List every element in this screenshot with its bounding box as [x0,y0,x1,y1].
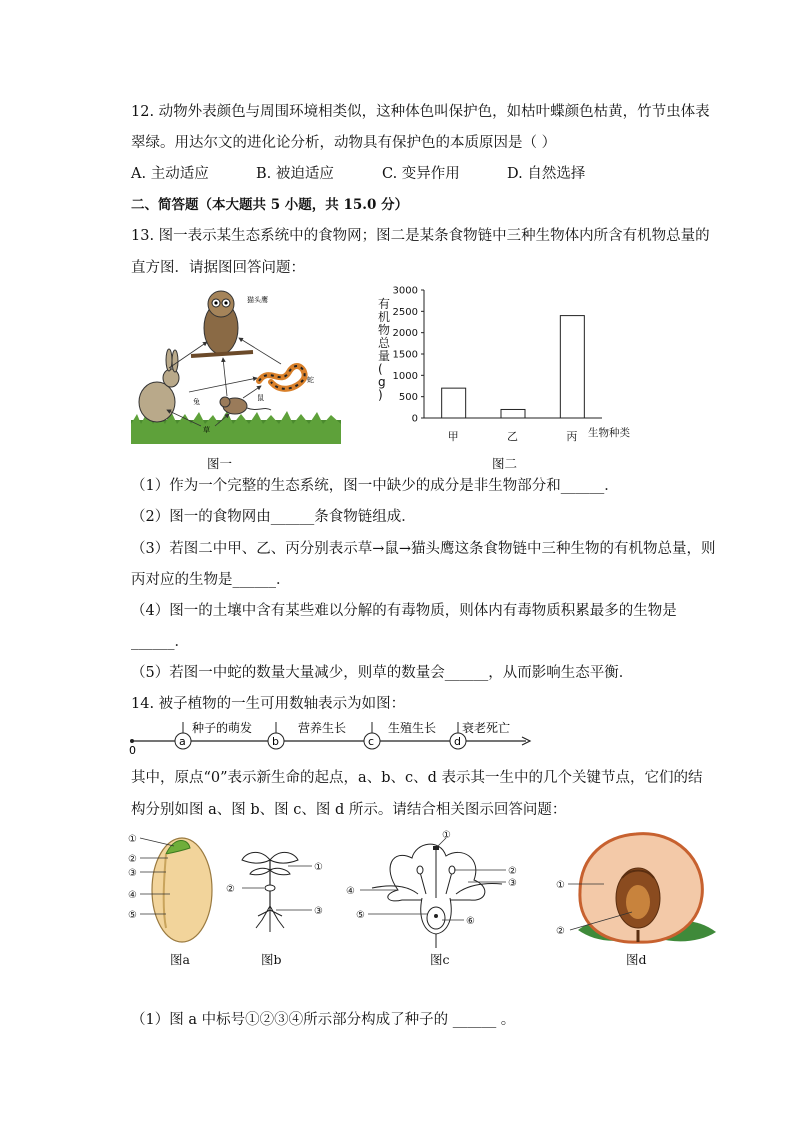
stage-1: 种子的萌发 [192,721,253,735]
y-tick-label-3000: 3000 [392,285,418,297]
q12-option-d: D. 自然选择 [507,166,586,182]
q13-sub3: （3）若图二中甲、乙、丙分别表示草→鼠→猫头鹰这条食物链中三种生物的有机物总量，则 [131,541,716,557]
bar-chart [372,282,638,448]
q14-line3: 构分别如图 a、图 b、图 c、图 d 所示。请结合相关图示回答问题： [131,802,567,818]
section-heading: 二、简答题（本大题共 5 小题，共 15.0 分） [131,197,409,213]
fig-d-peach [552,826,720,948]
fig-b-seedling [222,846,332,946]
node-d-label: d [454,735,461,748]
bar-甲 [442,388,466,418]
fig2-caption: 图二 [492,456,518,471]
fig-a-mark-1: ① [128,834,137,845]
rabbit-label: 兔 [193,398,200,406]
fig-a-mark-4: ④ [128,890,137,901]
fig-b-mark-1: ① [314,862,323,873]
y-axis-label-char-0: 有 [378,297,391,311]
fig-a-mark-2: ② [128,854,137,865]
y-tick-label-500: 500 [398,392,418,404]
fig-d-mark-2: ② [556,926,565,937]
x-tick-label-乙: 乙 [507,430,518,443]
q13-line1: 13. 图一表示某生态系统中的食物网；图二是某条食物链中三种生物体内所含有机物总量的 [131,228,710,244]
fig-c-mark-5: ⑤ [356,910,365,921]
y-tick-label-1000: 1000 [392,370,418,382]
bar-丙 [560,316,584,418]
q14-line1: 14. 被子植物的一生可用数轴表示为如图： [131,696,406,712]
y-axis-label-char-1: 机 [378,310,391,324]
q12-option-a: A. 主动适应 [131,166,209,182]
q12-option-b: B. 被迫适应 [256,166,334,182]
y-tick-label-2000: 2000 [392,328,418,340]
fig-b-mark-3: ③ [314,906,323,917]
q13-sub4b: ______． [131,634,189,650]
food-web-figure [131,286,341,444]
node-b-label: b [272,735,279,748]
y-axis-label-char-7: ) [378,388,383,402]
x-axis-label: 生物种类 [588,427,630,439]
bar-乙 [501,409,525,418]
stage-4: 衰老死亡 [462,721,511,735]
q13-sub2: （2）图一的食物网由______条食物链组成． [131,509,416,525]
axis-origin: 0 [129,744,136,756]
y-tick-label-1500: 1500 [392,349,418,361]
q13-sub4: （4）图一的土壤中含有某些难以分解的有毒物质，则体内有毒物质积累最多的生物是 [131,603,677,619]
fig-d-mark-1: ① [556,880,565,891]
bar-chart-svg [372,282,638,448]
q14-line2: 其中，原点“0”表示新生命的起点，a、b、c、d 表示其一生中的几个关键节点，它们的结 [131,770,703,786]
stage-3: 生殖生长 [388,721,437,735]
mouse-label: 鼠 [257,394,264,402]
y-axis-label-char-3: 总 [378,336,391,350]
fig-c-flower [342,828,528,948]
fig-c-mark-4: ④ [346,886,355,897]
y-tick-label-2500: 2500 [392,306,418,318]
y-axis-label-char-2: 物 [378,323,391,337]
fig-a-mark-3: ③ [128,868,137,879]
fig-c-mark-6: ⑥ [466,916,475,927]
grass-label: 草 [203,426,210,434]
fig-a-mark-5: ⑤ [128,910,137,921]
q13-sub5: （5）若图一中蛇的数量大量减少，则草的数量会______，从而影响生态平衡． [131,665,634,681]
y-axis-label-char-5: ( [378,362,383,376]
y-axis-label-char-4: 量 [378,349,391,363]
fig-c-caption: 图c [430,952,450,967]
node-c-label: c [368,735,375,748]
q13-line2: 直方图．请据图回答问题： [131,260,305,276]
y-axis-label-char-6: g [378,375,386,389]
fig-b-mark-2: ② [226,884,235,895]
fig-a-seed [126,828,218,948]
q12-line1: 12. 动物外表颜色与周围环境相类似，这种体色叫保护色，如枯叶蝶颜色枯黄，竹节虫体表 [131,104,710,120]
y-tick-label-0: 0 [411,413,418,425]
x-tick-label-甲: 甲 [447,430,459,443]
life-axis [126,718,536,756]
rabbit-drawing [139,349,179,422]
x-tick-label-丙: 丙 [566,430,578,443]
fig-c-mark-3: ③ [508,878,517,889]
stage-2: 营养生长 [298,721,347,735]
q12-option-c: C. 变异作用 [382,166,460,182]
q13-sub3b: 丙对应的生物是______． [131,572,291,588]
fig1-caption: 图一 [207,456,233,471]
fig-c-mark-1: ① [442,830,451,841]
owl-label: 猫头鹰 [247,296,268,304]
fig-a-caption: 图a [170,952,190,967]
snake-label: 蛇 [307,376,314,384]
q12-line2: 翠绿。用达尔文的进化论分析，动物具有保护色的本质原因是（ ） [131,135,557,151]
fig-b-caption: 图b [261,952,282,967]
fig-c-mark-2: ② [508,866,517,877]
fig-d-caption: 图d [626,952,647,967]
q14-sub1: （1）图 a 中标号①②③④所示部分构成了种子的 ______ 。 [131,1012,516,1028]
node-a-label: a [179,735,186,748]
q13-sub1: （1）作为一个完整的生态系统，图一中缺少的成分是非生物部分和______． [131,478,619,494]
